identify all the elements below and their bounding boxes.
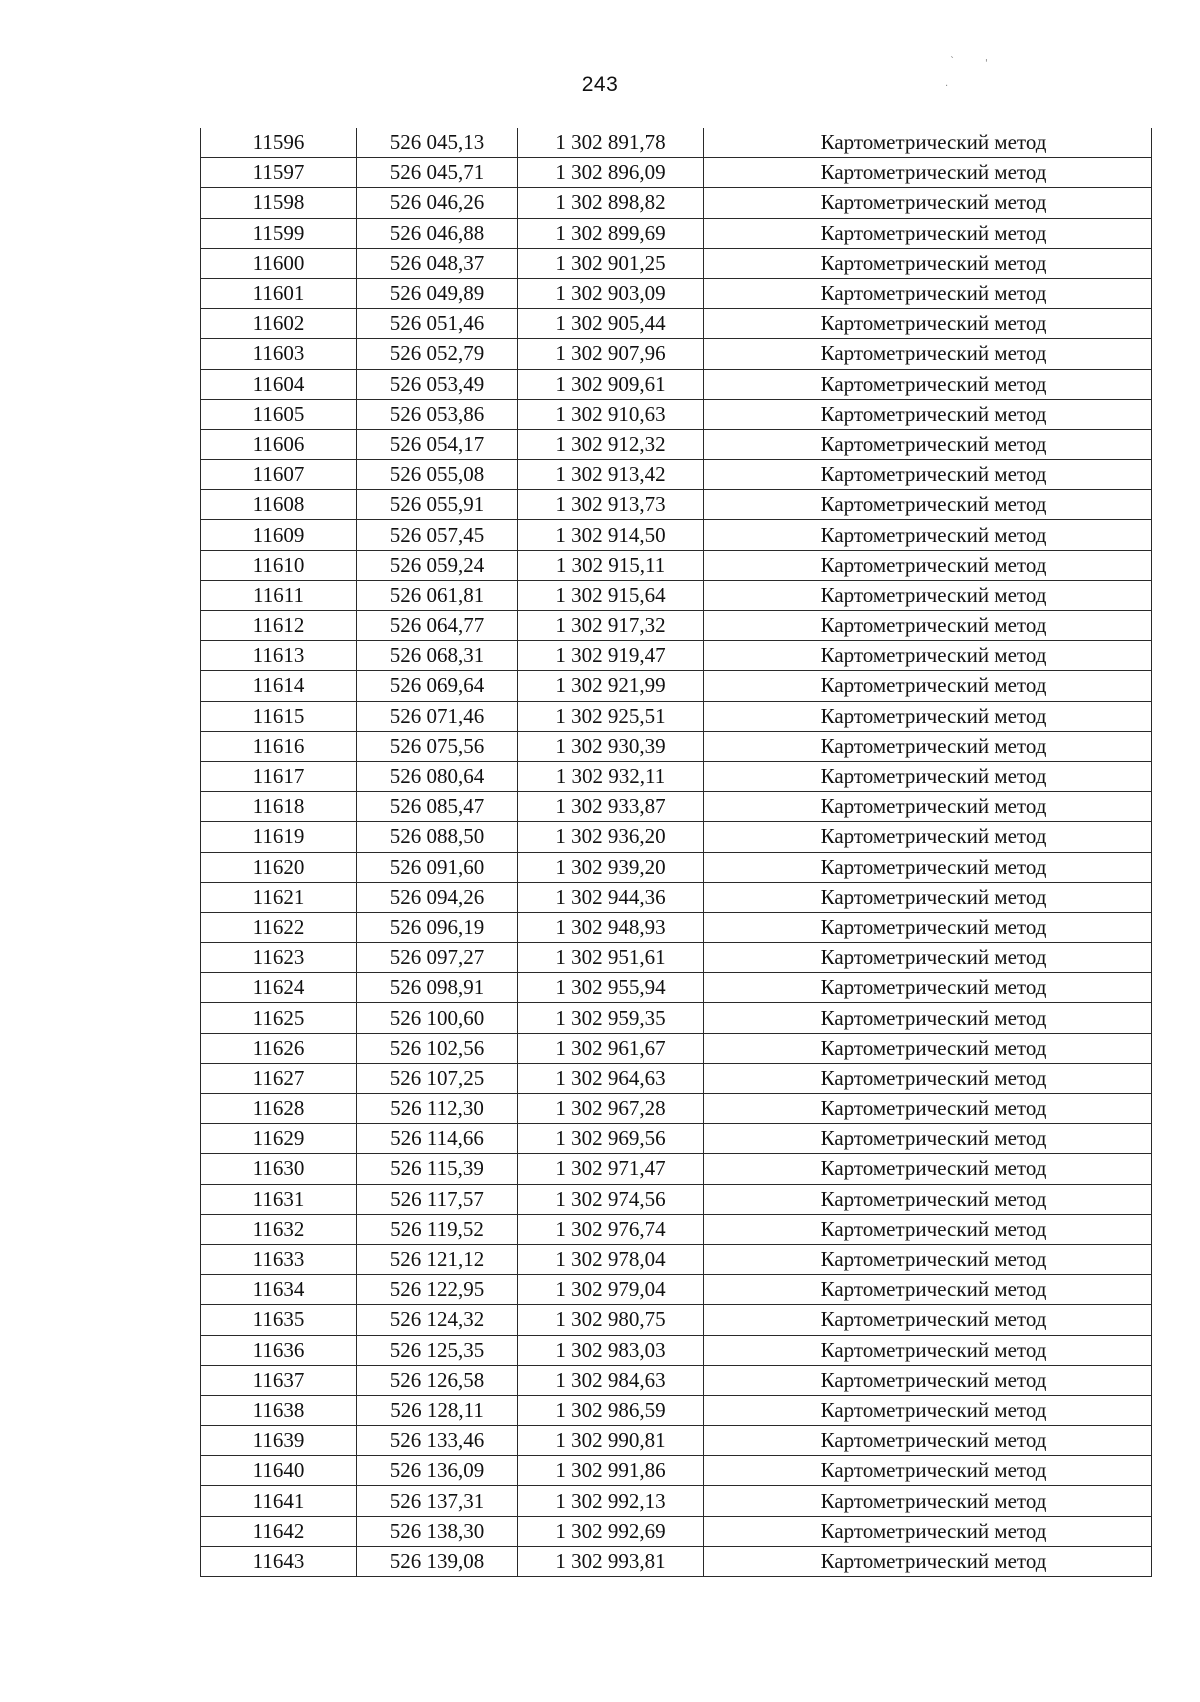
- y-coordinate-cell: 1 302 912,32: [518, 429, 704, 459]
- method-cell: Картометрический метод: [704, 1214, 1152, 1244]
- method-cell: Картометрический метод: [704, 822, 1152, 852]
- method-cell: Картометрический метод: [704, 1546, 1152, 1576]
- page-number: 243: [581, 73, 619, 96]
- x-coordinate-cell: 526 075,56: [357, 731, 518, 761]
- table-row: [201, 1154, 1152, 1184]
- method-cell: Картометрический метод: [704, 1033, 1152, 1063]
- x-coordinate-cell: 526 126,58: [357, 1365, 518, 1395]
- point-number-cell: 11602: [201, 309, 357, 339]
- x-coordinate-cell: 526 117,57: [357, 1184, 518, 1214]
- method-cell: Картометрический метод: [704, 460, 1152, 490]
- y-coordinate-cell: 1 302 919,47: [518, 641, 704, 671]
- method-cell: Картометрический метод: [704, 1395, 1152, 1425]
- point-number-cell: 11637: [201, 1365, 357, 1395]
- x-coordinate-cell: 526 085,47: [357, 792, 518, 822]
- y-coordinate-cell: 1 302 991,86: [518, 1456, 704, 1486]
- y-coordinate-cell: 1 302 976,74: [518, 1214, 704, 1244]
- x-coordinate-cell: 526 069,64: [357, 671, 518, 701]
- point-number-cell: 11628: [201, 1094, 357, 1124]
- point-number-cell: 11641: [201, 1486, 357, 1516]
- y-coordinate-cell: 1 302 903,09: [518, 278, 704, 308]
- x-coordinate-cell: 526 052,79: [357, 339, 518, 369]
- x-coordinate-cell: 526 136,09: [357, 1456, 518, 1486]
- table-row: [201, 490, 1152, 520]
- x-coordinate-cell: 526 054,17: [357, 429, 518, 459]
- method-cell: Картометрический метод: [704, 128, 1152, 158]
- y-coordinate-cell: 1 302 951,61: [518, 943, 704, 973]
- method-cell: Картометрический метод: [704, 912, 1152, 942]
- point-number-cell: 11600: [201, 248, 357, 278]
- x-coordinate-cell: 526 119,52: [357, 1214, 518, 1244]
- x-coordinate-cell: 526 125,35: [357, 1335, 518, 1365]
- x-coordinate-cell: 526 128,11: [357, 1395, 518, 1425]
- y-coordinate-cell: 1 302 984,63: [518, 1365, 704, 1395]
- table-row: [201, 1033, 1152, 1063]
- x-coordinate-cell: 526 096,19: [357, 912, 518, 942]
- table-row: [201, 460, 1152, 490]
- table-row: [201, 369, 1152, 399]
- method-cell: Картометрический метод: [704, 1063, 1152, 1093]
- y-coordinate-cell: 1 302 980,75: [518, 1305, 704, 1335]
- table-row: [201, 731, 1152, 761]
- x-coordinate-cell: 526 097,27: [357, 943, 518, 973]
- x-coordinate-cell: 526 061,81: [357, 580, 518, 610]
- y-coordinate-cell: 1 302 905,44: [518, 309, 704, 339]
- method-cell: Картометрический метод: [704, 158, 1152, 188]
- table-row: [201, 309, 1152, 339]
- coordinates-table: [200, 128, 1152, 1577]
- coordinates-table-body: [201, 128, 1152, 1577]
- point-number-cell: 11620: [201, 852, 357, 882]
- point-number-cell: 11597: [201, 158, 357, 188]
- method-cell: Картометрический метод: [704, 339, 1152, 369]
- table-row: [201, 158, 1152, 188]
- method-cell: Картометрический метод: [704, 1426, 1152, 1456]
- point-number-cell: 11616: [201, 731, 357, 761]
- point-number-cell: 11625: [201, 1003, 357, 1033]
- y-coordinate-cell: 1 302 915,11: [518, 550, 704, 580]
- method-cell: Картометрический метод: [704, 882, 1152, 912]
- x-coordinate-cell: 526 100,60: [357, 1003, 518, 1033]
- y-coordinate-cell: 1 302 914,50: [518, 520, 704, 550]
- point-number-cell: 11601: [201, 278, 357, 308]
- y-coordinate-cell: 1 302 974,56: [518, 1184, 704, 1214]
- table-row: [201, 1244, 1152, 1274]
- y-coordinate-cell: 1 302 921,99: [518, 671, 704, 701]
- point-number-cell: 11611: [201, 580, 357, 610]
- point-number-cell: 11598: [201, 188, 357, 218]
- table-row: [201, 792, 1152, 822]
- table-row: [201, 1214, 1152, 1244]
- table-row: [201, 128, 1152, 158]
- x-coordinate-cell: 526 049,89: [357, 278, 518, 308]
- x-coordinate-cell: 526 046,88: [357, 218, 518, 248]
- point-number-cell: 11608: [201, 490, 357, 520]
- y-coordinate-cell: 1 302 969,56: [518, 1124, 704, 1154]
- y-coordinate-cell: 1 302 891,78: [518, 128, 704, 158]
- method-cell: Картометрический метод: [704, 309, 1152, 339]
- x-coordinate-cell: 526 068,31: [357, 641, 518, 671]
- method-cell: Картометрический метод: [704, 1003, 1152, 1033]
- point-number-cell: 11630: [201, 1154, 357, 1184]
- y-coordinate-cell: 1 302 983,03: [518, 1335, 704, 1365]
- x-coordinate-cell: 526 107,25: [357, 1063, 518, 1093]
- table-row: [201, 1395, 1152, 1425]
- method-cell: Картометрический метод: [704, 792, 1152, 822]
- method-cell: Картометрический метод: [704, 218, 1152, 248]
- point-number-cell: 11624: [201, 973, 357, 1003]
- x-coordinate-cell: 526 091,60: [357, 852, 518, 882]
- method-cell: Картометрический метод: [704, 399, 1152, 429]
- table-row: [201, 218, 1152, 248]
- method-cell: Картометрический метод: [704, 943, 1152, 973]
- method-cell: Картометрический метод: [704, 278, 1152, 308]
- y-coordinate-cell: 1 302 898,82: [518, 188, 704, 218]
- method-cell: Картометрический метод: [704, 248, 1152, 278]
- method-cell: Картометрический метод: [704, 1486, 1152, 1516]
- scan-speck: .: [945, 78, 949, 89]
- y-coordinate-cell: 1 302 933,87: [518, 792, 704, 822]
- table-row: [201, 852, 1152, 882]
- method-cell: Картометрический метод: [704, 1305, 1152, 1335]
- point-number-cell: 11604: [201, 369, 357, 399]
- x-coordinate-cell: 526 098,91: [357, 973, 518, 1003]
- table-row: [201, 1184, 1152, 1214]
- method-cell: Картометрический метод: [704, 1456, 1152, 1486]
- method-cell: Картометрический метод: [704, 973, 1152, 1003]
- method-cell: Картометрический метод: [704, 1094, 1152, 1124]
- point-number-cell: 11603: [201, 339, 357, 369]
- point-number-cell: 11632: [201, 1214, 357, 1244]
- method-cell: Картометрический метод: [704, 1516, 1152, 1546]
- x-coordinate-cell: 526 124,32: [357, 1305, 518, 1335]
- x-coordinate-cell: 526 115,39: [357, 1154, 518, 1184]
- table-row: [201, 611, 1152, 641]
- y-coordinate-cell: 1 302 967,28: [518, 1094, 704, 1124]
- y-coordinate-cell: 1 302 990,81: [518, 1426, 704, 1456]
- point-number-cell: 11621: [201, 882, 357, 912]
- method-cell: Картометрический метод: [704, 671, 1152, 701]
- y-coordinate-cell: 1 302 932,11: [518, 761, 704, 791]
- method-cell: Картометрический метод: [704, 1335, 1152, 1365]
- y-coordinate-cell: 1 302 913,42: [518, 460, 704, 490]
- x-coordinate-cell: 526 057,45: [357, 520, 518, 550]
- method-cell: Картометрический метод: [704, 369, 1152, 399]
- y-coordinate-cell: 1 302 917,32: [518, 611, 704, 641]
- table-row: [201, 822, 1152, 852]
- point-number-cell: 11643: [201, 1546, 357, 1576]
- table-row: [201, 1003, 1152, 1033]
- table-row: [201, 1456, 1152, 1486]
- table-row: [201, 641, 1152, 671]
- point-number-cell: 11619: [201, 822, 357, 852]
- x-coordinate-cell: 526 045,13: [357, 128, 518, 158]
- y-coordinate-cell: 1 302 915,64: [518, 580, 704, 610]
- method-cell: Картометрический метод: [704, 701, 1152, 731]
- y-coordinate-cell: 1 302 925,51: [518, 701, 704, 731]
- x-coordinate-cell: 526 071,46: [357, 701, 518, 731]
- method-cell: Картометрический метод: [704, 641, 1152, 671]
- method-cell: Картометрический метод: [704, 550, 1152, 580]
- method-cell: Картометрический метод: [704, 429, 1152, 459]
- y-coordinate-cell: 1 302 971,47: [518, 1154, 704, 1184]
- point-number-cell: 11618: [201, 792, 357, 822]
- scan-speck: `: [950, 56, 955, 67]
- point-number-cell: 11609: [201, 520, 357, 550]
- x-coordinate-cell: 526 137,31: [357, 1486, 518, 1516]
- x-coordinate-cell: 526 051,46: [357, 309, 518, 339]
- table-row: [201, 399, 1152, 429]
- x-coordinate-cell: 526 138,30: [357, 1516, 518, 1546]
- method-cell: Картометрический метод: [704, 520, 1152, 550]
- y-coordinate-cell: 1 302 979,04: [518, 1275, 704, 1305]
- x-coordinate-cell: 526 121,12: [357, 1244, 518, 1274]
- table-row: [201, 1516, 1152, 1546]
- table-row: [201, 701, 1152, 731]
- table-row: [201, 1094, 1152, 1124]
- table-row: [201, 248, 1152, 278]
- y-coordinate-cell: 1 302 936,20: [518, 822, 704, 852]
- table-row: [201, 1063, 1152, 1093]
- method-cell: Картометрический метод: [704, 1365, 1152, 1395]
- y-coordinate-cell: 1 302 899,69: [518, 218, 704, 248]
- point-number-cell: 11629: [201, 1124, 357, 1154]
- point-number-cell: 11622: [201, 912, 357, 942]
- point-number-cell: 11596: [201, 128, 357, 158]
- y-coordinate-cell: 1 302 986,59: [518, 1395, 704, 1425]
- x-coordinate-cell: 526 122,95: [357, 1275, 518, 1305]
- point-number-cell: 11617: [201, 761, 357, 791]
- x-coordinate-cell: 526 102,56: [357, 1033, 518, 1063]
- table-row: [201, 973, 1152, 1003]
- point-number-cell: 11626: [201, 1033, 357, 1063]
- x-coordinate-cell: 526 114,66: [357, 1124, 518, 1154]
- point-number-cell: 11633: [201, 1244, 357, 1274]
- method-cell: Картометрический метод: [704, 1244, 1152, 1274]
- table-row: [201, 339, 1152, 369]
- point-number-cell: 11605: [201, 399, 357, 429]
- point-number-cell: 11631: [201, 1184, 357, 1214]
- point-number-cell: 11640: [201, 1456, 357, 1486]
- point-number-cell: 11607: [201, 460, 357, 490]
- scan-speck: ': [985, 58, 988, 69]
- point-number-cell: 11612: [201, 611, 357, 641]
- y-coordinate-cell: 1 302 964,63: [518, 1063, 704, 1093]
- y-coordinate-cell: 1 302 901,25: [518, 248, 704, 278]
- method-cell: Картометрический метод: [704, 852, 1152, 882]
- table-row: [201, 1426, 1152, 1456]
- x-coordinate-cell: 526 059,24: [357, 550, 518, 580]
- point-number-cell: 11627: [201, 1063, 357, 1093]
- y-coordinate-cell: 1 302 955,94: [518, 973, 704, 1003]
- table-row: [201, 882, 1152, 912]
- point-number-cell: 11623: [201, 943, 357, 973]
- point-number-cell: 11639: [201, 1426, 357, 1456]
- point-number-cell: 11610: [201, 550, 357, 580]
- y-coordinate-cell: 1 302 930,39: [518, 731, 704, 761]
- method-cell: Картометрический метод: [704, 490, 1152, 520]
- point-number-cell: 11615: [201, 701, 357, 731]
- x-coordinate-cell: 526 055,08: [357, 460, 518, 490]
- table-row: [201, 580, 1152, 610]
- point-number-cell: 11599: [201, 218, 357, 248]
- table-row: [201, 671, 1152, 701]
- x-coordinate-cell: 526 094,26: [357, 882, 518, 912]
- method-cell: Картометрический метод: [704, 188, 1152, 218]
- y-coordinate-cell: 1 302 978,04: [518, 1244, 704, 1274]
- table-row: [201, 1486, 1152, 1516]
- point-number-cell: 11642: [201, 1516, 357, 1546]
- table-row: [201, 1124, 1152, 1154]
- y-coordinate-cell: 1 302 939,20: [518, 852, 704, 882]
- table-row: [201, 761, 1152, 791]
- y-coordinate-cell: 1 302 992,13: [518, 1486, 704, 1516]
- table-row: [201, 912, 1152, 942]
- point-number-cell: 11634: [201, 1275, 357, 1305]
- table-row: [201, 1546, 1152, 1576]
- y-coordinate-cell: 1 302 944,36: [518, 882, 704, 912]
- y-coordinate-cell: 1 302 948,93: [518, 912, 704, 942]
- x-coordinate-cell: 526 053,49: [357, 369, 518, 399]
- table-row: [201, 520, 1152, 550]
- y-coordinate-cell: 1 302 896,09: [518, 158, 704, 188]
- point-number-cell: 11638: [201, 1395, 357, 1425]
- method-cell: Картометрический метод: [704, 1275, 1152, 1305]
- method-cell: Картометрический метод: [704, 611, 1152, 641]
- y-coordinate-cell: 1 302 910,63: [518, 399, 704, 429]
- table-row: [201, 943, 1152, 973]
- table-row: [201, 1305, 1152, 1335]
- table-row: [201, 429, 1152, 459]
- y-coordinate-cell: 1 302 992,69: [518, 1516, 704, 1546]
- y-coordinate-cell: 1 302 913,73: [518, 490, 704, 520]
- point-number-cell: 11636: [201, 1335, 357, 1365]
- y-coordinate-cell: 1 302 907,96: [518, 339, 704, 369]
- method-cell: Картометрический метод: [704, 1124, 1152, 1154]
- method-cell: Картометрический метод: [704, 580, 1152, 610]
- y-coordinate-cell: 1 302 959,35: [518, 1003, 704, 1033]
- x-coordinate-cell: 526 055,91: [357, 490, 518, 520]
- table-row: [201, 1275, 1152, 1305]
- x-coordinate-cell: 526 046,26: [357, 188, 518, 218]
- table-row: [201, 278, 1152, 308]
- x-coordinate-cell: 526 133,46: [357, 1426, 518, 1456]
- method-cell: Картометрический метод: [704, 761, 1152, 791]
- table-row: [201, 188, 1152, 218]
- x-coordinate-cell: 526 045,71: [357, 158, 518, 188]
- x-coordinate-cell: 526 088,50: [357, 822, 518, 852]
- table-row: [201, 1335, 1152, 1365]
- y-coordinate-cell: 1 302 993,81: [518, 1546, 704, 1576]
- method-cell: Картометрический метод: [704, 1154, 1152, 1184]
- y-coordinate-cell: 1 302 909,61: [518, 369, 704, 399]
- x-coordinate-cell: 526 048,37: [357, 248, 518, 278]
- point-number-cell: 11614: [201, 671, 357, 701]
- y-coordinate-cell: 1 302 961,67: [518, 1033, 704, 1063]
- method-cell: Картометрический метод: [704, 731, 1152, 761]
- table-row: [201, 1365, 1152, 1395]
- method-cell: Картометрический метод: [704, 1184, 1152, 1214]
- x-coordinate-cell: 526 064,77: [357, 611, 518, 641]
- point-number-cell: 11635: [201, 1305, 357, 1335]
- table-row: [201, 550, 1152, 580]
- x-coordinate-cell: 526 080,64: [357, 761, 518, 791]
- x-coordinate-cell: 526 112,30: [357, 1094, 518, 1124]
- point-number-cell: 11613: [201, 641, 357, 671]
- coordinates-table-container: [200, 128, 1151, 1577]
- x-coordinate-cell: 526 139,08: [357, 1546, 518, 1576]
- x-coordinate-cell: 526 053,86: [357, 399, 518, 429]
- point-number-cell: 11606: [201, 429, 357, 459]
